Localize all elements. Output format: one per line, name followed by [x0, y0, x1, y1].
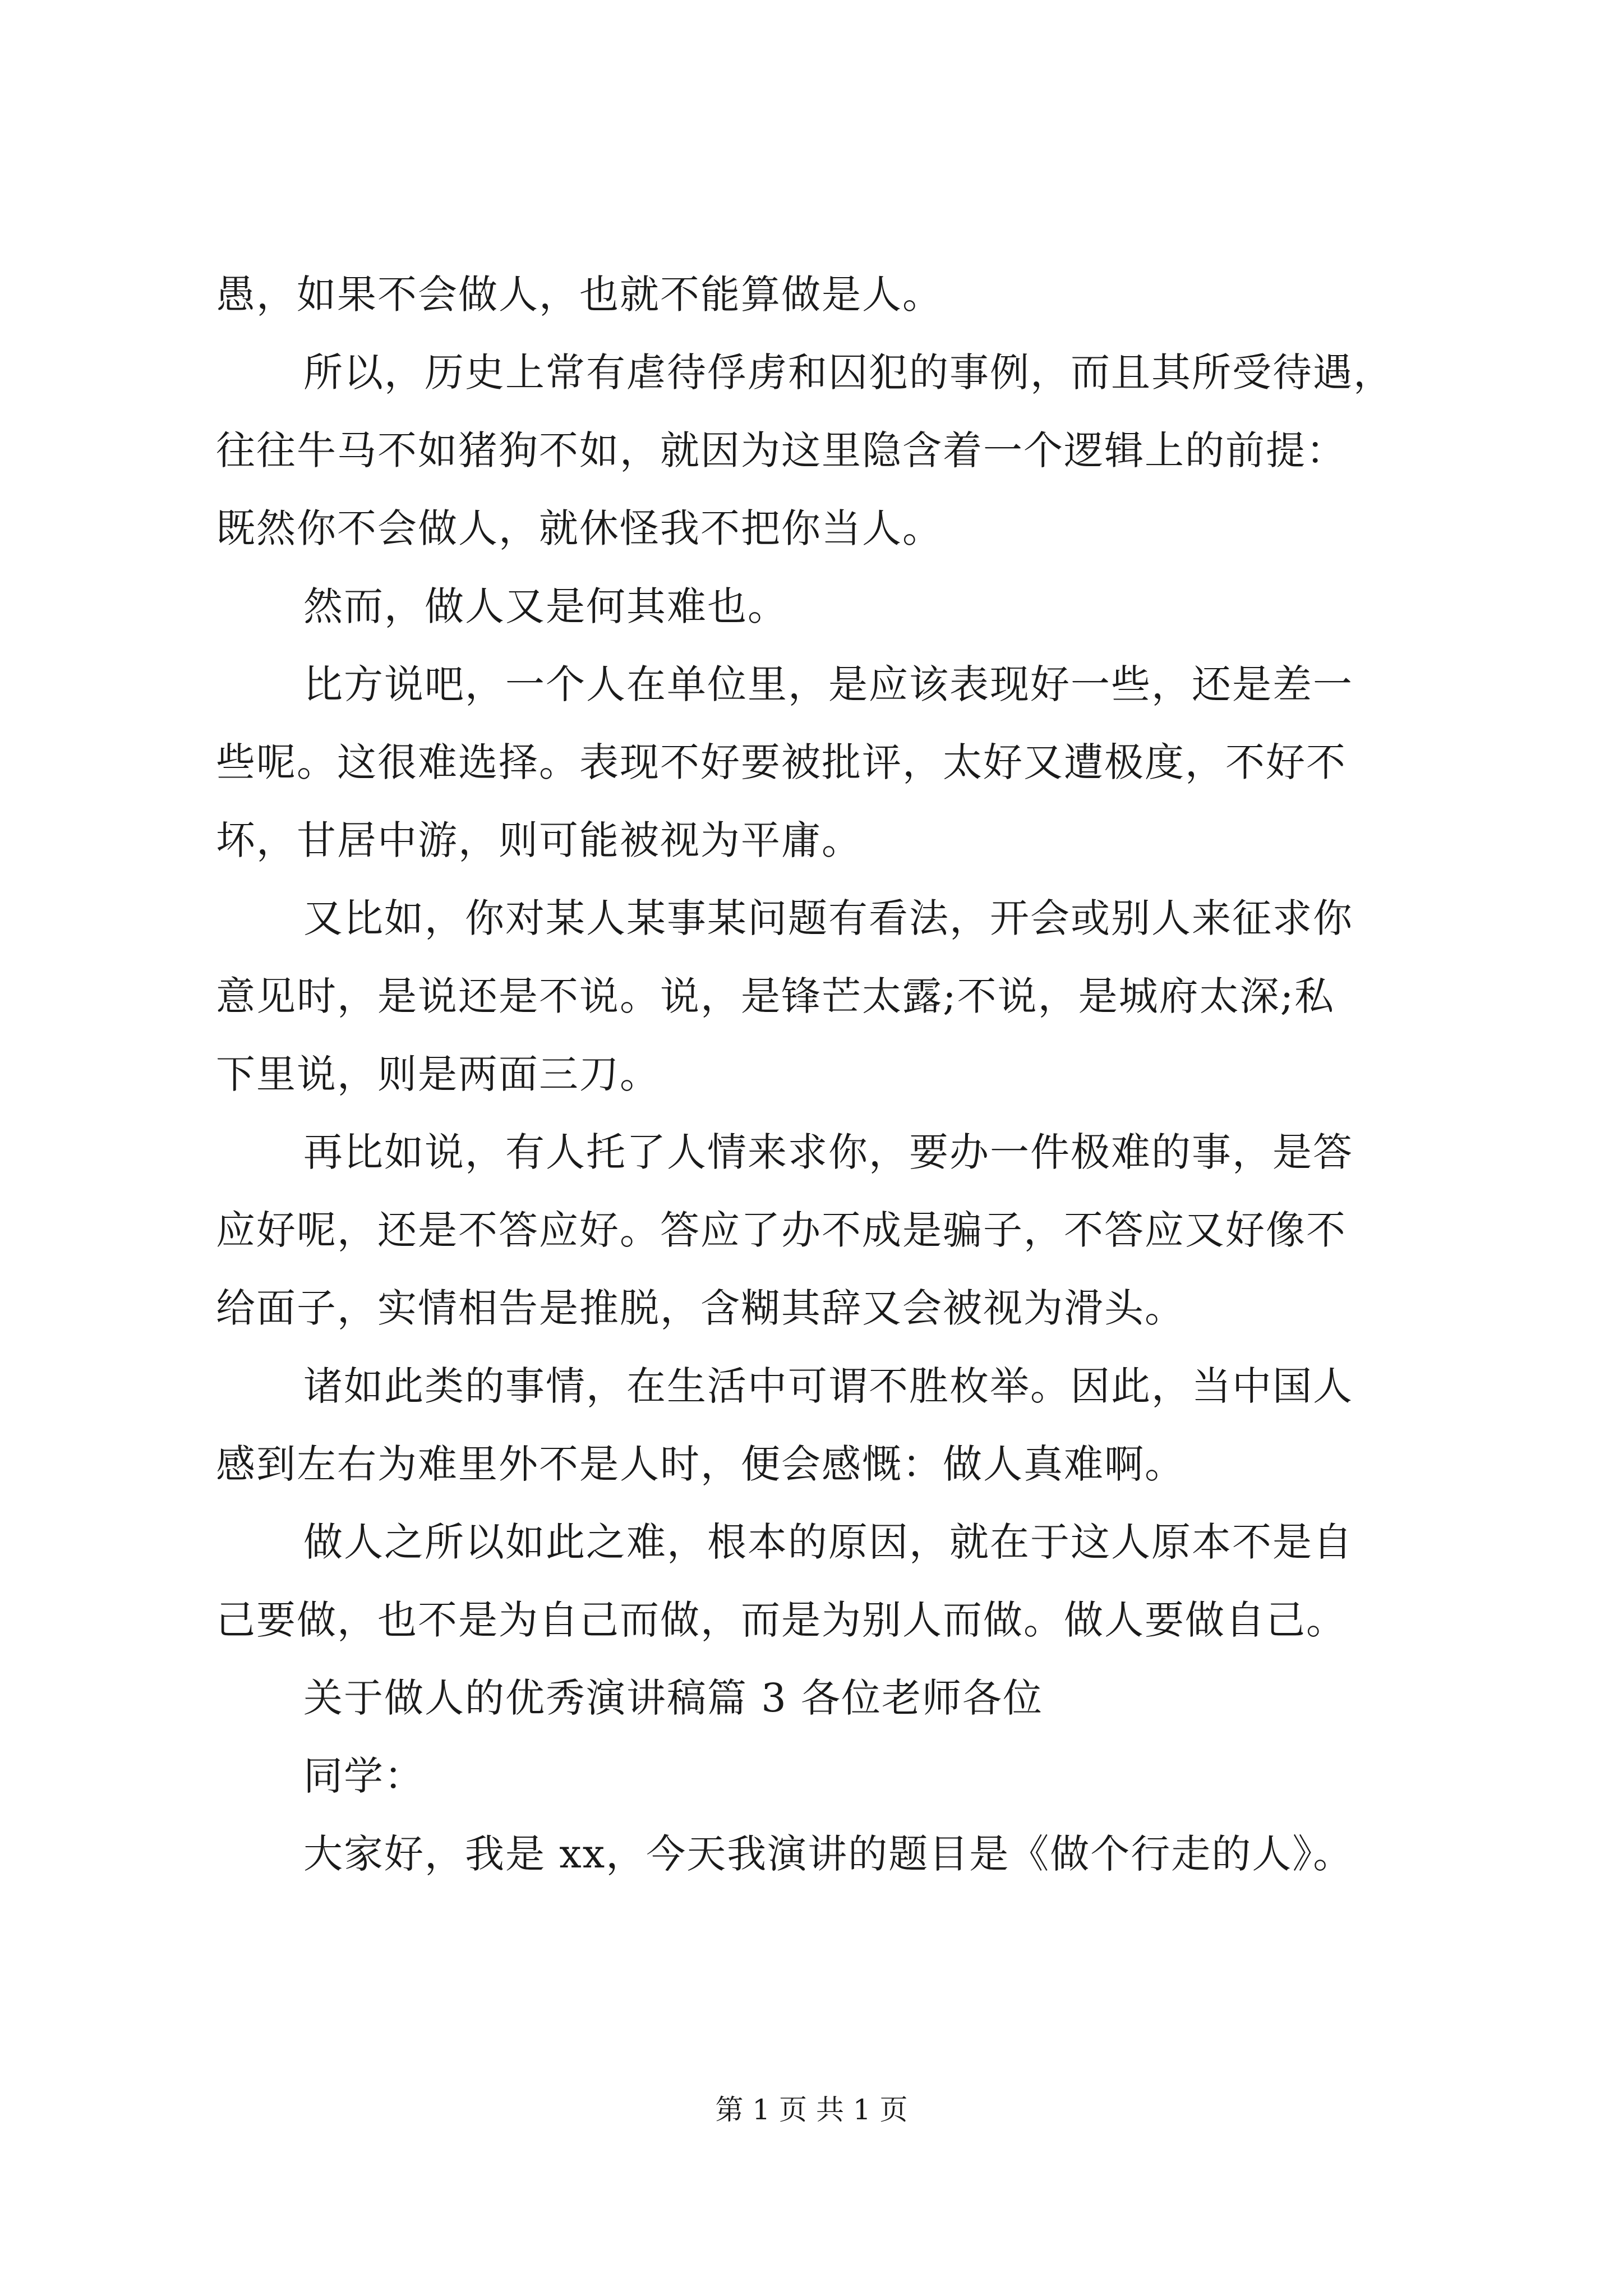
text-line: 做人之所以如此之难，根本的原因，就在于这人原本不是自	[303, 1519, 1353, 1565]
section-heading: 关于做人的优秀演讲稿篇 3 各位老师各位	[303, 1675, 1044, 1721]
text-line: 然而，做人又是何其难也。	[303, 583, 788, 629]
text-line: 下里说，则是两面三刀。	[216, 1051, 660, 1097]
text-line: 同学：	[303, 1753, 425, 1799]
text-line: 己要做，也不是为自己而做，而是为别人而做。做人要做自己。	[216, 1597, 1347, 1643]
text-line: 大家好，我是 xx，今天我演讲的题目是《做个行走的人》。	[303, 1831, 1354, 1877]
text-line: 再比如说，有人托了人情来求你，要办一件极难的事，是答	[303, 1129, 1353, 1175]
text-line: 感到左右为难里外不是人时，便会感慨：做人真难啊。	[216, 1441, 1185, 1487]
text-line: 所以，历史上常有虐待俘虏和囚犯的事例，而且其所受待遇，	[303, 349, 1394, 395]
text-line: 诸如此类的事情，在生活中可谓不胜枚举。因此，当中国人	[303, 1363, 1353, 1409]
text-line: 给面子，实情相告是推脱，含糊其辞又会被视为滑头。	[216, 1285, 1185, 1331]
body-text	[216, 256, 1410, 1893]
text-line: 愚，如果不会做人，也就不能算做是人。	[216, 272, 943, 318]
text-line: 坏，甘居中游，则可能被视为平庸。	[216, 817, 862, 863]
text-line: 些呢。这很难选择。表现不好要被批评，太好又遭极度，不好不	[216, 739, 1347, 785]
text-line: 既然你不会做人，就休怪我不把你当人。	[216, 505, 943, 551]
text-line: 比方说吧，一个人在单位里，是应该表现好一些，还是差一	[303, 661, 1353, 707]
text-line: 往往牛马不如猪狗不如，就因为这里隐含着一个逻辑上的前提：	[216, 427, 1347, 473]
text-line: 又比如，你对某人某事某问题有看法，开会或别人来征求你	[303, 895, 1353, 941]
text-line: 应好呢，还是不答应好。答应了办不成是骗子，不答应又好像不	[216, 1207, 1347, 1253]
page-footer: 第 1 页 共 1 页	[715, 2093, 908, 2126]
text-line: 意见时，是说还是不说。说，是锋芒太露;不说，是城府太深;私	[216, 973, 1335, 1019]
